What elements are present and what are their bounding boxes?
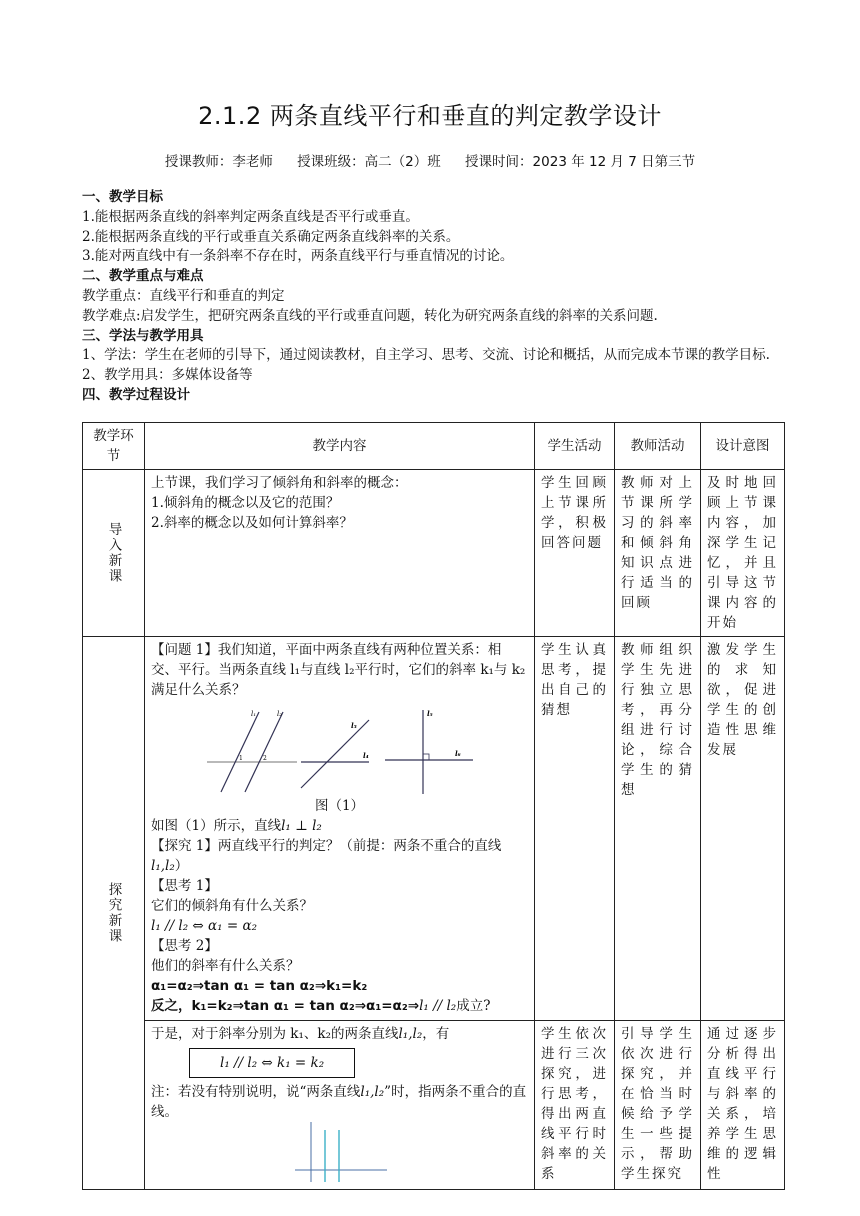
chain-text: 反之，k₁=k₂⇒tan α₁ = tan α₂⇒α₁=α₂⇒ xyxy=(151,998,420,1014)
explore-1 xyxy=(151,836,528,876)
goals-heading: 一、教学目标 xyxy=(82,189,163,205)
content-line: 1.倾斜角的概念以及它的范围？ xyxy=(151,495,340,511)
note-text: 注：若没有特别说明，说“两条直线 xyxy=(151,1084,361,1100)
intro-teacher: 教师对上节课所学习的斜率和倾斜角知识点进行适当的回顾 xyxy=(615,470,701,637)
process-table xyxy=(82,422,785,1190)
explore-content xyxy=(145,637,535,1021)
fig-label-angle-2: 2 xyxy=(263,755,267,762)
method-learning: 1、学法：学生在老师的引导下，通过阅读教材，自主学习、思考、交流、讨论和概括，从而完成本节课的教学目标. xyxy=(82,347,770,364)
fig-label-angle-1: 1 xyxy=(239,755,243,762)
class-info xyxy=(0,150,860,170)
method-tools: 2、教学用具：多媒体设备等 xyxy=(82,367,253,384)
content-line: 上节课，我们学习了倾斜角和斜率的概念： xyxy=(151,475,408,491)
conclusion-teacher: 引导学生依次进行探究，并在恰当时候给予学生一些提示，帮助学生探究 xyxy=(615,1021,701,1190)
problem-1: 【问题 1】我们知道，平面中两条直线有两种位置关系：相交、平行。当两条直线 l₁与直线 l₂平行时，它们的斜率 k₁与 k₂满足什么关系？ xyxy=(151,642,526,698)
table-row xyxy=(83,1021,785,1190)
stage-intro: 导入新课 xyxy=(105,522,122,584)
fig-label-l4: l₄ xyxy=(363,751,369,760)
explore-end: ） xyxy=(174,858,189,874)
fig-label-l1: l₁ xyxy=(251,710,257,718)
goal-item: 3.能对两直线中有一条斜率不存在时，两条直线平行与垂直情况的讨论。 xyxy=(82,248,514,265)
intro-intent: 及时地回顾上节课内容，加深学生记忆，并且引导这节课内容的开始 xyxy=(701,470,785,637)
boxed-formula: l₁ // l₂ ⇔ k₁ = k₂ xyxy=(189,1048,355,1078)
text-sections xyxy=(82,188,782,406)
header-stage: 教学环节 xyxy=(83,423,145,470)
think-2-question: 他们的斜率有什么关系？ xyxy=(151,958,300,974)
deduction-chain-2 xyxy=(151,996,528,1016)
chain-tail: 成立? xyxy=(456,998,491,1014)
fig-label-l5: l₅ xyxy=(427,709,433,718)
conclusion-text: 于是，对于斜率分别为 k₁、k₂的两条直线 xyxy=(151,1026,399,1042)
deduction-chain-1: α₁=α₂⇒tan α₁ = tan α₂⇒k₁=k₂ xyxy=(151,978,368,994)
key-point: 教学重点：直线平行和垂直的判定 xyxy=(82,287,285,304)
lines-formula: l₁,l₂ xyxy=(151,858,175,874)
conclusion-content xyxy=(145,1021,535,1190)
method-heading: 三、学法与教学用具 xyxy=(82,327,204,344)
table-row xyxy=(83,637,785,1021)
coordinate-diagram xyxy=(291,1116,391,1186)
fig-label-l2: l₂ xyxy=(277,710,283,718)
explore-intent: 激发学生的求知欲，促进学生的创造性思维发展 xyxy=(701,637,785,1021)
teacher-name: 授课教师：李老师 xyxy=(164,154,273,170)
figure-caption: 图（1） xyxy=(314,798,365,814)
document-title: 2.1.2 两条直线平行和垂直的判定教学设计 xyxy=(198,102,662,130)
explore-teacher: 教师组织学生先进行独立思考，再分组进行讨论，综合学生的猜想 xyxy=(615,637,701,1021)
think-1-question: 它们的倾斜角有什么关系？ xyxy=(151,898,313,914)
think-1-answer: l₁ // l₂ ⇔ α₁ = α₂ xyxy=(151,918,257,934)
fig-label-l3: l₃ xyxy=(351,721,357,730)
intro-content xyxy=(145,470,535,637)
content-line: 2.斜率的概念以及如何计算斜率？ xyxy=(151,515,353,531)
explore-text: 【探究 1】两直线平行的判定？（前提：两条不重合的直线 xyxy=(151,838,502,854)
explore-student: 学生认真思考，提出自己的猜想 xyxy=(535,637,615,1021)
header-content: 教学内容 xyxy=(145,423,535,470)
conclusion-lines: l₁,l₂ xyxy=(398,1026,423,1042)
conclusion-end: ，有 xyxy=(422,1026,450,1042)
lesson-time: 授课时间：2023 年 12 月 7 日第三节 xyxy=(465,154,696,170)
table-header-row xyxy=(83,423,785,470)
process-heading: 四、教学过程设计 xyxy=(82,386,190,403)
fig-label-l6: l₆ xyxy=(455,749,461,758)
goal-item: 1.能根据两条直线的斜率判定两条直线是否平行或垂直。 xyxy=(82,208,419,225)
header-teacher: 教师活动 xyxy=(615,423,701,470)
conclusion-line xyxy=(151,1024,528,1044)
think-2-label: 【思考 2】 xyxy=(151,938,218,954)
chain-formula: l₁ // l₂ xyxy=(419,998,457,1014)
intro-student: 学生回顾上节课所学，积极回答问题 xyxy=(535,470,615,637)
header-intent: 设计意图 xyxy=(701,423,785,470)
note-lines: l₁,l₂ xyxy=(360,1084,385,1100)
figure-1-diagram xyxy=(201,704,481,796)
figure-statement xyxy=(151,816,528,836)
conclusion-student: 学生依次进行三次探究，进行思考，得出两直线平行时斜率的关系 xyxy=(535,1021,615,1190)
statement-text: 如图（1）所示，直线 xyxy=(151,818,282,834)
conclusion-intent: 通过逐步分析得出直线平行与斜率的关系，培养学生思维的逻辑性 xyxy=(701,1021,785,1190)
perp-formula: l₁ ⊥ l₂ xyxy=(281,818,322,834)
think-1-label: 【思考 1】 xyxy=(151,878,218,894)
table-row xyxy=(83,470,785,637)
goal-item: 2.能根据两条直线的平行或垂直关系确定两条直线斜率的关系。 xyxy=(82,228,460,245)
class-name: 授课班级：高二（2）班 xyxy=(297,154,441,170)
difficulty: 教学难点:启发学生，把研究两条直线的平行或垂直问题，转化为研究两条直线的斜率的关系问题. xyxy=(82,307,658,324)
key-heading: 二、教学重点与难点 xyxy=(82,268,204,285)
header-student: 学生活动 xyxy=(535,423,615,470)
stage-explore: 探究新课 xyxy=(105,882,122,944)
note-end: ”时，指两条不重合的直线。 xyxy=(151,1084,527,1120)
